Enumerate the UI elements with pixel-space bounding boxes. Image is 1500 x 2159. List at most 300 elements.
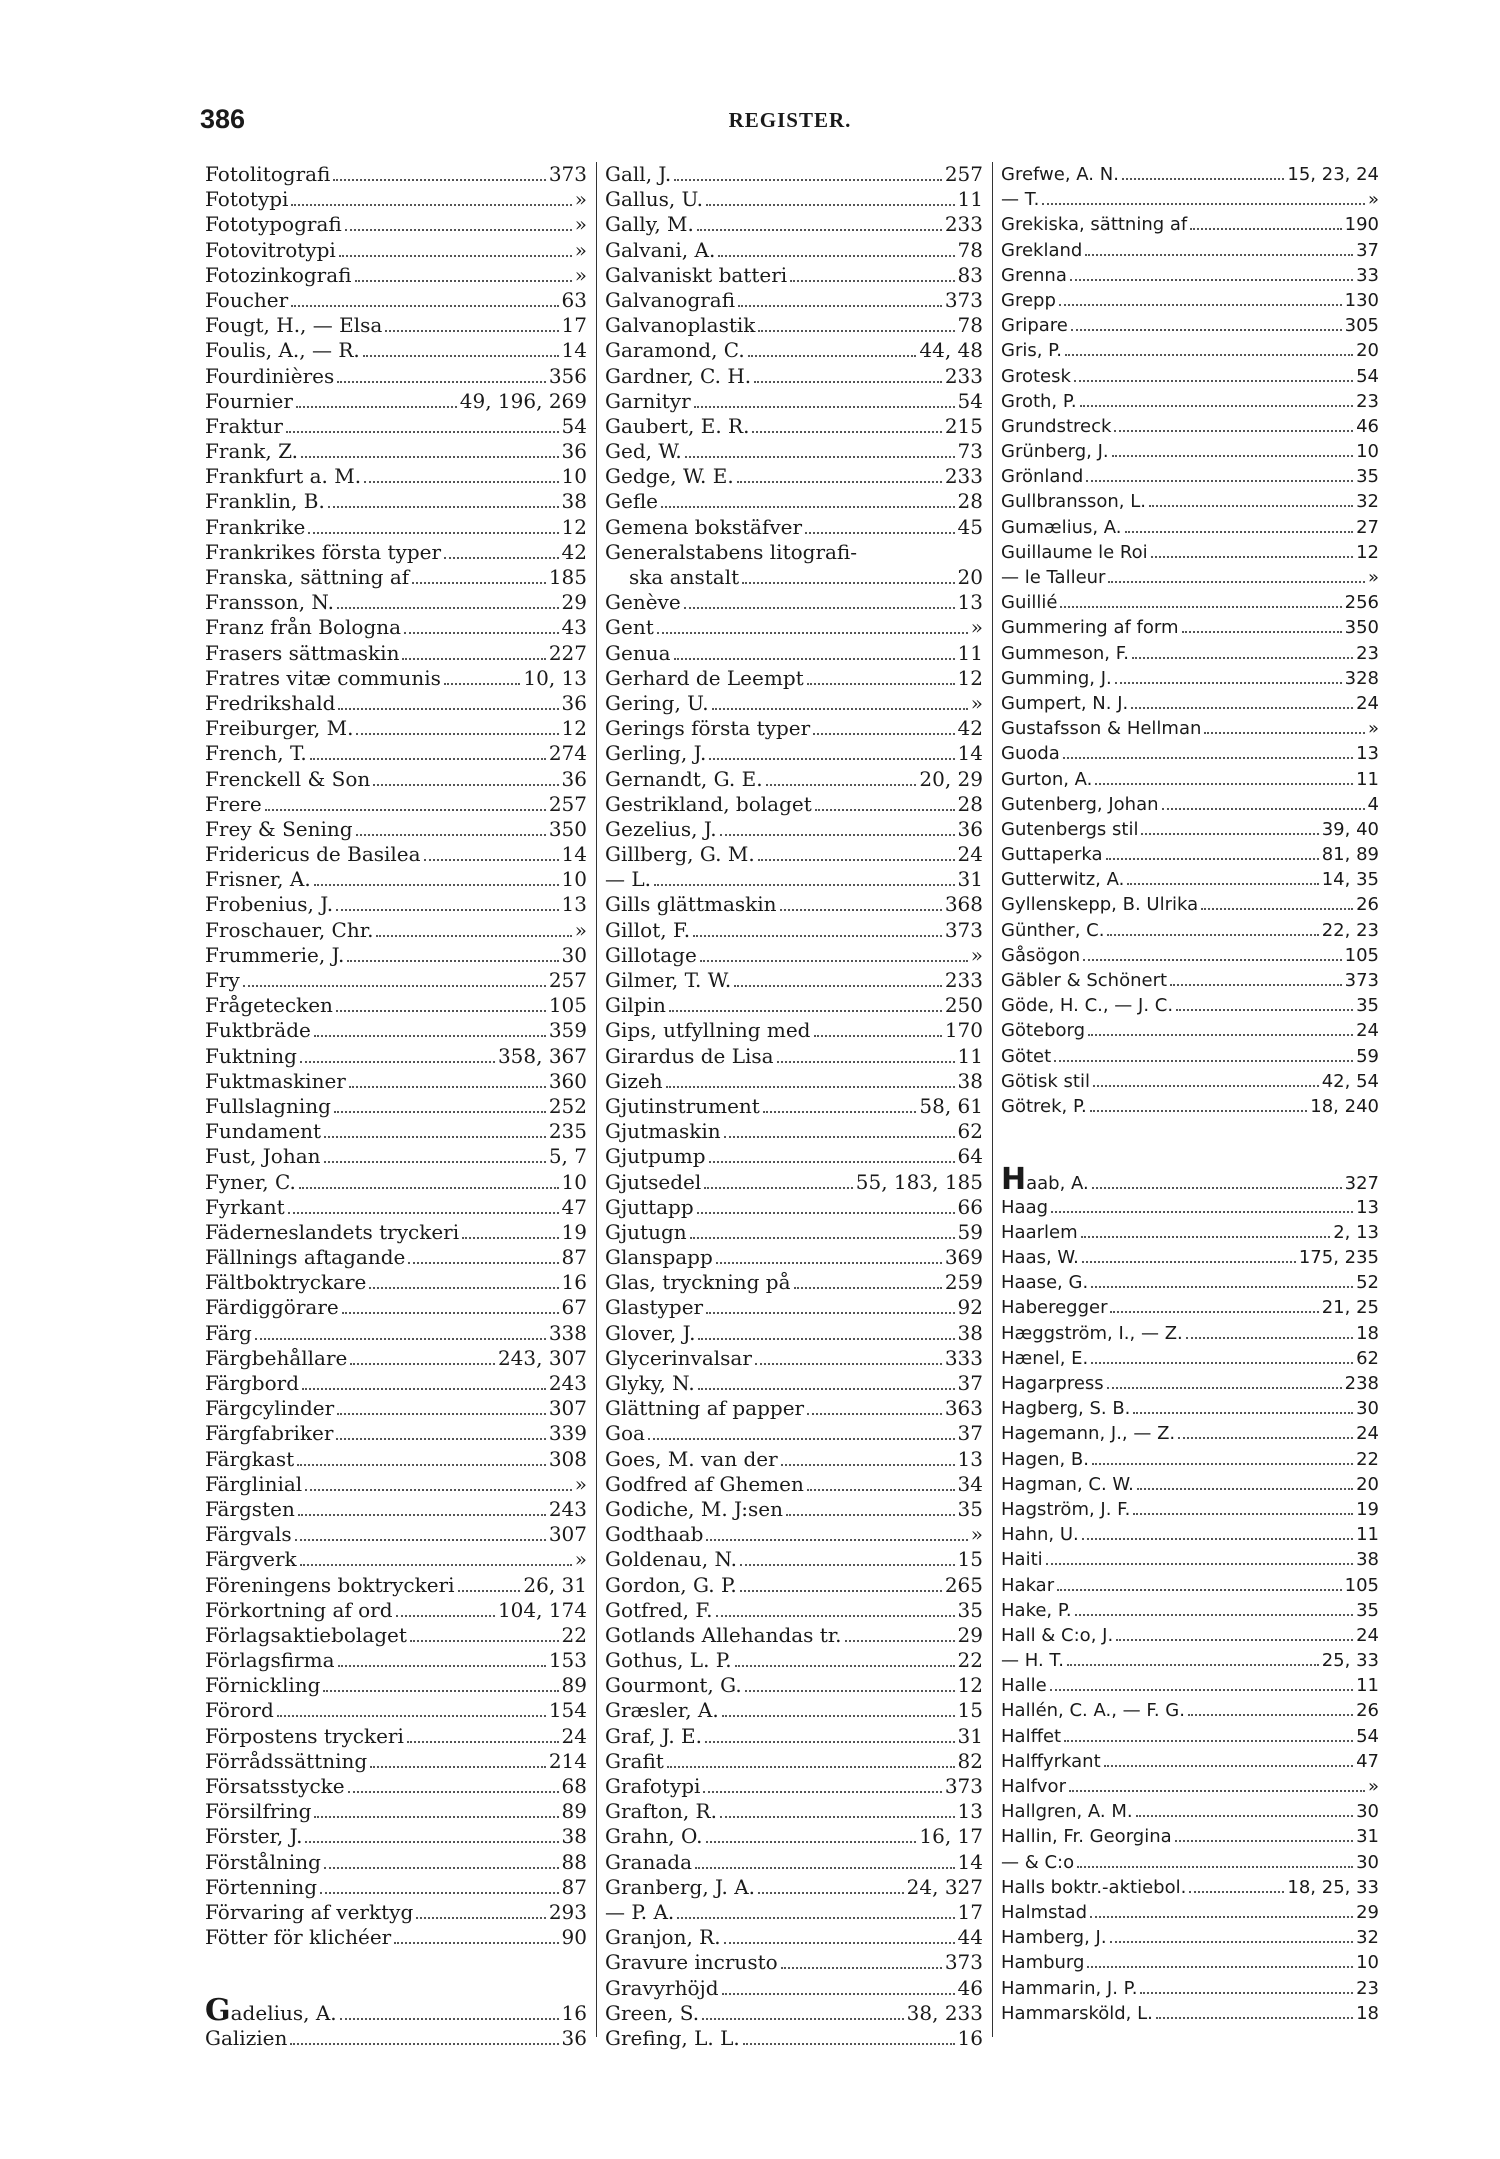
page-references: » [574,212,587,237]
index-term [205,615,401,640]
index-entry [205,565,587,590]
dot-leader [722,1993,955,1995]
index-term [1001,1648,1064,1673]
dot-leader [706,204,955,206]
index-term [1001,515,1122,540]
dot-leader [1057,1589,1342,1591]
index-term-text: Gothus, L. P. [605,1648,732,1673]
index-term [205,767,370,792]
dot-leader [807,1413,942,1415]
index-term-text: Gjutpump [605,1144,706,1169]
index-term [205,1573,455,1598]
index-entry [205,741,587,766]
index-term [1001,867,1124,892]
index-term-text: Hænel, E. [1001,1347,1089,1369]
index-term [1001,918,1104,943]
page-references: 15 [957,1698,983,1723]
index-entry [205,1698,587,1723]
index-entry [205,892,587,917]
page-references: 90 [561,1925,587,1950]
page-references: 36 [561,2025,587,2050]
index-term [205,288,288,313]
index-entry [205,187,587,212]
index-term-text: Glycerinvalsar [605,1345,752,1370]
index-term-text: Gilmer, T. W. [605,968,732,992]
dot-leader [291,305,558,307]
dot-leader [349,1086,546,1088]
dot-leader [288,1212,559,1214]
index-term [1001,238,1082,263]
index-term-text: Fäderneslandets tryckeri [205,1219,460,1244]
index-entry [205,1119,587,1144]
index-term [605,1144,706,1169]
page-references: 67 [561,1295,587,1320]
index-term [205,968,240,993]
page-references: 35 [1356,466,1379,488]
index-term [205,1270,366,1295]
page-references: 55, 183, 185 [855,1169,983,1194]
index-term [205,364,334,389]
index-term-text: Gäbler & Schönert [1001,970,1168,991]
dot-leader [1151,556,1353,558]
index-term-text: Girardus de Lisa [605,1043,774,1068]
page-references: 358, 367 [497,1043,587,1068]
index-entry [205,364,587,389]
dot-leader [1074,380,1353,382]
page-references: 44, 48 [919,338,983,363]
index-term [605,1724,702,1749]
index-term-text: Frankrikes första typer [205,539,442,564]
index-term-text: Hagström, J. F. [1001,1498,1131,1520]
page-references: » [1367,1776,1379,1797]
index-term [1001,212,1187,237]
dot-leader [815,809,955,811]
index-term [605,1245,713,1270]
page-references: 18, 240 [1310,1095,1379,1117]
page-references: 54 [1356,365,1379,387]
dot-leader [1201,908,1353,910]
index-term-text: Gefle [605,489,658,514]
index-term [1001,590,1057,615]
index-entry [605,288,983,313]
page-references: 34 [957,1471,983,1496]
page-references: 105 [548,993,587,1018]
index-entry [605,666,983,691]
index-entry [605,892,983,917]
page-references: 32 [1356,1927,1379,1949]
index-term-text: Förtenning [205,1874,318,1899]
index-entry [205,1824,587,1849]
index-term-text: Galvanoplastik [605,313,756,338]
index-entry [1001,1321,1379,1346]
dot-leader [780,909,942,911]
index-entry [605,1698,983,1723]
index-term-text: Färgsten [205,1496,295,1521]
index-entry [1001,212,1379,237]
index-entry [205,1044,587,1069]
dot-leader [300,1564,572,1566]
index-term [1001,792,1159,817]
index-term-text: Gåsögon [1001,944,1081,966]
page-references: 305 [1344,315,1379,337]
index-entry [1001,918,1379,943]
dot-leader [716,1615,955,1617]
dot-leader [345,229,572,231]
index-entry [205,993,587,1018]
index-term [205,489,325,514]
dot-leader [1050,1689,1353,1691]
dot-leader [667,1766,955,1768]
dot-leader [807,683,955,685]
page-references: 24 [1356,1020,1379,1042]
index-term-text: Försatsstycke [205,1774,345,1798]
dot-leader [298,1514,546,1516]
dot-leader [290,2043,558,2045]
index-entry [205,1547,587,1572]
page-references: 33 [1356,264,1379,286]
dot-leader [666,1086,955,1088]
index-entry [605,263,983,288]
index-term [1001,1396,1130,1421]
page-references: 49, 196, 269 [459,388,587,413]
index-term-text: Förrådssättning [205,1748,368,1773]
page-references: 11 [957,187,983,212]
dot-leader [328,506,559,508]
index-term [205,1069,346,1094]
index-entry [205,439,587,464]
index-term [205,1522,292,1547]
index-entry [1001,2001,1379,2026]
index-entry [205,943,587,968]
index-term [205,1245,405,1270]
index-term-text: Hagberg, S. B. [1001,1398,1131,1420]
index-term-text: Frankrike [205,514,306,539]
dot-leader [1137,1488,1353,1490]
dot-leader [355,280,572,282]
index-term [605,615,654,640]
index-entry [205,464,587,489]
index-term [605,691,709,716]
dot-leader [685,456,955,458]
page-references: 368 [944,892,983,917]
index-term-text: Fuktbräde [205,1018,311,1043]
index-term [605,1850,692,1875]
index-term [605,1824,703,1849]
dot-leader [703,1791,941,1793]
index-entry [605,792,983,817]
index-term [1001,1321,1183,1346]
dot-leader [1071,329,1342,331]
index-term-text: Haarlem [1001,1221,1078,1243]
index-term-text: Granada [605,1849,692,1874]
dot-leader [1092,1463,1353,1465]
dot-leader [763,1111,917,1113]
page-references: 215 [944,413,983,438]
index-entry [605,414,983,439]
page-references: 363 [944,1396,983,1421]
page-references: 59 [1356,1045,1379,1067]
dot-leader [277,1715,546,1717]
index-entry [1001,1900,1379,1925]
index-term [205,540,441,565]
index-term [605,212,694,237]
index-term [1001,716,1201,741]
index-term [1001,1421,1175,1446]
page-references: 104, 174 [497,1597,587,1622]
page-references: 350 [1344,617,1379,639]
index-term [605,162,671,187]
index-term-text: Godthaab [605,1522,704,1547]
index-entry [205,1346,587,1371]
index-term-text: Haiti [1001,1549,1043,1571]
index-term [605,1875,755,1900]
page-references: 14 [561,842,587,867]
page-references: 12 [561,716,587,741]
page-references: 233 [944,968,983,992]
index-term-text: Granberg, J. A. [605,1874,756,1899]
index-term-text: Gardner, C. H. [605,363,752,388]
index-entry [205,162,587,187]
page-references: 21, 25 [1321,1297,1379,1319]
page-references: » [970,942,983,967]
index-term-text: Guillaume le Roi [1001,541,1148,563]
index-term-text: Frisner, A. [205,867,311,892]
index-term-text: Foulis, A., — R. [205,338,360,363]
index-entry [605,1522,983,1547]
index-term [605,741,706,766]
index-term-text: Galizien [205,2025,288,2050]
page-references: 19 [1356,1498,1379,1520]
index-term-text: Haas, W. [1001,1247,1079,1269]
index-term-text: Götisk stil [1001,1070,1090,1092]
index-term-text: — H. T. [1001,1650,1064,1672]
index-term [205,187,288,212]
index-columns [205,162,1379,2062]
index-term-text: Gotlands Allehandas tr. [605,1622,842,1647]
dot-leader [1110,1311,1318,1313]
index-entry [605,540,983,565]
page-references: 92 [957,1295,983,1320]
index-term-text: Grönland [1001,466,1084,488]
index-entry [1001,313,1379,338]
index-entry [605,1396,983,1421]
page-references: 44 [957,1925,983,1950]
index-term-text: Hahn, U. [1001,1524,1079,1546]
page-references: 58, 61 [919,1093,983,1118]
index-term [205,515,305,540]
page-references: 13 [1356,743,1379,765]
index-term [1001,364,1071,389]
index-term-text: Goa [605,1421,645,1446]
dot-leader [781,1967,942,1969]
index-term-text: Gullbransson, L. [1001,491,1146,513]
page-references: 36 [561,766,587,791]
dot-leader [1116,1639,1353,1641]
index-entry [1001,389,1379,414]
page-references: 16 [561,2000,587,2025]
dot-leader [1080,405,1353,407]
index-term [205,1850,321,1875]
page-references: 130 [1344,289,1379,311]
index-entry [1001,1220,1379,1245]
page-references: 22 [957,1648,983,1673]
page-references: 154 [548,1698,587,1723]
dot-leader [333,179,545,181]
page-references: 373 [548,162,587,186]
page-references: 153 [548,1648,587,1673]
index-term-text: Genua [605,640,671,665]
page-references: 54 [957,388,983,413]
dot-leader [758,859,955,861]
page-references: » [574,237,587,262]
index-column-1 [205,162,587,2051]
dot-leader [1085,254,1353,256]
page-references: 13 [561,892,587,917]
page-references: 16 [957,2025,983,2050]
page-references: 175, 235 [1298,1247,1379,1269]
page-references: 307 [548,1396,587,1421]
index-term-text: Hagen, B. [1001,1448,1089,1470]
index-term-text: Gutterwitz, A. [1001,869,1125,891]
dot-leader [735,1665,955,1667]
index-term-text: Grünberg, J. [1001,441,1109,463]
index-entry [1001,716,1379,741]
page-references: 10, 13 [523,665,587,690]
index-term-text: Glas, tryckning på [605,1270,791,1295]
dot-leader [1088,1034,1353,1036]
page-references: 10 [561,1169,587,1194]
index-entry [1001,565,1379,590]
index-entry [605,162,983,187]
index-term [205,565,409,590]
index-term-text: Gallus, U. [605,187,703,212]
page-references: 235 [548,1119,587,1144]
dot-leader [1131,707,1353,709]
dot-leader [1115,682,1342,684]
page-references: 16, 17 [919,1824,983,1849]
index-term [205,1648,335,1673]
page-references: » [970,1522,983,1547]
page-references: 356 [548,363,587,388]
page-references: 257 [548,968,587,992]
index-entry [605,1573,983,1598]
index-term-text: Färglinial [205,1471,303,1496]
index-entry [605,1850,983,1875]
page-references: 20, 29 [919,766,983,791]
index-entry [605,489,983,514]
index-term-text: Grekland [1001,239,1083,261]
index-entry [205,1396,587,1421]
page-references: 11 [1356,768,1379,790]
index-entry [205,2026,587,2051]
index-term [605,540,857,565]
page-references: 274 [548,741,587,766]
index-term-text: Hamberg, J. [1001,1927,1107,1949]
dot-leader [742,582,954,584]
index-entry [205,1195,587,1220]
page-references: 243 [548,1496,587,1521]
index-term-text: Hagemann, J., — Z. [1001,1423,1176,1445]
index-term [605,1170,701,1195]
page-references: 62 [957,1119,983,1144]
index-entry [605,565,983,590]
index-term [605,1220,687,1245]
dot-leader [657,632,968,634]
page-references: » [574,1471,587,1496]
index-entry [605,993,983,1018]
index-term [605,1396,804,1421]
index-term-text: Förkortning af ord [205,1597,393,1622]
dot-leader [1054,1060,1353,1062]
page-references: 26 [1356,894,1379,916]
page-references: 31 [1356,1826,1379,1848]
index-term [1001,2001,1153,2026]
index-term-text: Haag [1001,1196,1049,1218]
index-entry [205,1321,587,1346]
index-entry [605,1295,983,1320]
index-term-text: aab, A. [1026,1172,1089,1194]
index-entry [605,1774,983,1799]
page-references: 308 [548,1446,587,1471]
page-references: 36 [561,690,587,715]
index-term [1001,1044,1051,1069]
page-references: 87 [561,1874,587,1899]
index-entry [205,1992,587,2028]
page-references: 11 [1356,1675,1379,1697]
dot-leader [336,1438,545,1440]
index-term [1001,666,1112,691]
page-references: 47 [1356,1750,1379,1772]
dot-leader [1132,657,1353,659]
index-term [605,1447,778,1472]
index-term-text: Hakar [1001,1574,1055,1596]
index-term-text: Föreningens boktryckeri [205,1572,455,1597]
index-term-text: Förlagsaktiebolaget [205,1622,407,1647]
dot-leader [1091,1362,1353,1364]
page-references: 29 [957,1622,983,1647]
index-entry [205,792,587,817]
dot-leader [297,1464,546,1466]
index-entry [605,1900,983,1925]
page-references: » [1367,189,1379,211]
index-entry [605,716,983,741]
page-references: 373 [944,917,983,942]
page-references: 265 [944,1572,983,1597]
entry-spacer [205,1950,587,1975]
index-term [1001,1245,1079,1270]
index-term-text: — P. A. [605,1899,675,1924]
index-term-text: Frasers sättmaskin [205,640,400,665]
dot-leader [684,607,955,609]
index-term-text: Fuktning [205,1043,297,1068]
index-entry [1001,615,1379,640]
index-term [1001,1598,1072,1623]
page-references: 373 [1344,970,1379,991]
index-term-text: Haberegger [1001,1297,1108,1319]
index-term [1001,1573,1054,1598]
index-term [1001,1724,1061,1749]
index-term-text: Gall, J. [605,162,672,186]
index-term [205,263,352,288]
index-term [605,439,682,464]
page-references: » [970,690,983,715]
index-entry [205,1497,587,1522]
page-references: 20 [957,565,983,589]
index-term-text: Hammarin, J. P. [1001,1977,1138,1999]
page-references: 45 [957,514,983,539]
index-entry [605,1724,983,1749]
index-term-text: Frågetecken [205,993,333,1018]
